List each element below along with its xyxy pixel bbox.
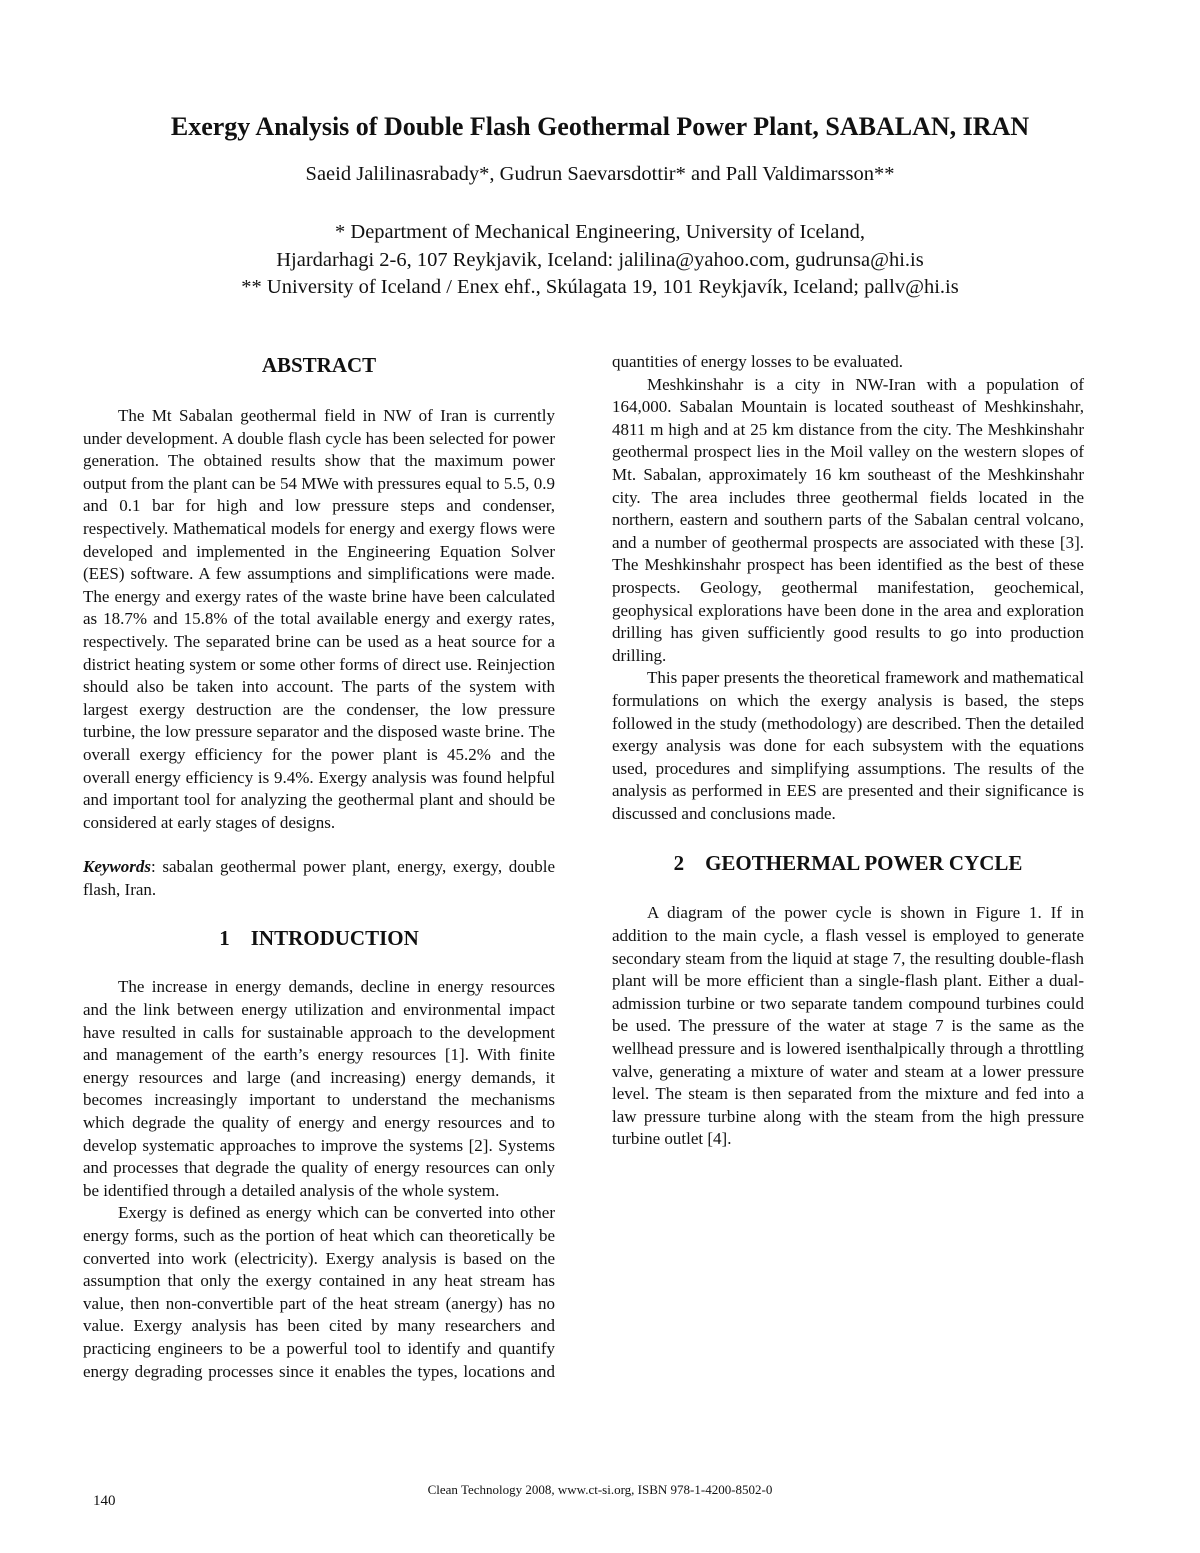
section-heading-introduction: 1 INTRODUCTION: [219, 926, 419, 951]
paper-title: Exergy Analysis of Double Flash Geothermal Power Plant, SABALAN, IRAN: [170, 112, 1030, 141]
intro-paragraph-2-continued: quantities of energy losses to be evaluated.: [612, 352, 903, 371]
left-column: [83, 352, 555, 1383]
abstract-heading: ABSTRACT: [261, 353, 377, 377]
keywords-label: Keywords: [83, 857, 151, 877]
keywords: [83, 856, 555, 901]
intro-paragraph-2: Exergy is defined as energy which can be converted into other energy forms, such as the portion of heat which can theoretically be converted into work (electricity). Exergy analysis is based on the assumption that only the exergy contained in any heat stream has value, then non-convertible part of the heat stream (anergy) has no value. Exergy analysis has been cited by many researchers and practicing engineers to be a powerful tool to identify and quantify energy degrading processes since it enables the types, locations and: [83, 1203, 555, 1381]
intro-paragraph-1: The increase in energy demands, decline in energy resources and the link between energy utilization and environmental impact have resulted in calls for sustainable approach to the development and management of the earth’s energy resources [1]. With finite energy resources and large (and increasing) energy demands, it becomes increasingly important to understand the mechanisms which degrade the quality of energy and energy resources and to develop systematic approaches to improve the systems [2]. Systems and processes that degrade the quality of energy resources can only be identified through a detailed analysis of the whole system.: [83, 977, 555, 1200]
affiliation-line: Hjardarhagi 2-6, 107 Reykjavik, Iceland: jalilina@yahoo.com, gudrunsa@hi.is: [276, 248, 924, 271]
page-footer: Clean Technology 2008, www.ct-si.org, ISBN 978-1-4200-8502-0: [427, 1482, 773, 1497]
intro-paragraph-4: This paper presents the theoretical framework and mathematical formulations on which the exergy analysis is based, the steps followed in the study (methodology) are described. Then the detailed exergy analysis was done for each subsystem with the equations used, procedures and simplifying assumptions. The results of the analysis as performed in EES are presented and their significance is discussed and conclusions made.: [612, 668, 1084, 823]
affiliation-line: ** University of Iceland / Enex ehf., Skúlagata 19, 101 Reykjavík, Iceland; pallv@hi.is: [241, 276, 959, 298]
abstract-text: The Mt Sabalan geothermal field in NW of Iran is currently under development. A double flash cycle has been selected for power generation. The obtained results show that the maximum power output from the plant can be 54 MWe with pressures equal to 5.5, 0.9 and 0.1 bar for high and low pressure steps and condenser, respectively. Mathematical models for energy and exergy flows were developed and implemented in the Engineering Equation Solver (EES) software. A few assumptions and simplifications were made. The energy and exergy rates of the waste brine have been calculated as 18.7% and 15.8% of the total available energy and exergy rates, respectively. The separated brine can be used as a heat source for a district heating system or some other forms of direct use. Reinjection should also be taken into account. The parts of the system with largest exergy destruction are the condenser, the low pressure turbine, the low pressure separator and the disposed waste brine. The overall exergy efficiency for the power plant is 45.2% and the overall energy efficiency is 9.4%. Exergy analysis was found helpful and important tool for analyzing the geothermal plant and should be considered at early stages of designs.: [83, 406, 555, 832]
affiliation-line: * Department of Mechanical Engineering, University of Iceland,: [335, 221, 865, 243]
page-number: 140: [93, 1493, 116, 1509]
keywords-text: : sabalan geothermal power plant, energy, exergy, double flash, Iran.: [83, 857, 555, 899]
intro-paragraph-3: Meshkinshahr is a city in NW-Iran with a population of 164,000. Sabalan Mountain is located southeast of Meshkinshahr, 4811 m high and at 25 km distance from the city. The Meshkinshahr geothermal prospect lies in the Moil valley on the western slopes of Mt. Sabalan, approximately 16 km southeast of the Meshkinshahr city. The area includes three geothermal fields located in the northern, eastern and southern parts of the Sabalan central volcano, and a number of geothermal prospects are associated with these [3]. The Meshkinshahr prospect has been identified as the best of these prospects. Geology, geothermal manifestation, geochemical, geophysical explorations have been done in the area and exploration drilling has given sufficiently good results to go into production drilling.: [612, 374, 1084, 665]
cycle-paragraph-1: A diagram of the power cycle is shown in Figure 1. If in addition to the main cycle, a flash vessel is employed to generate secondary steam from the liquid at stage 7, the resulting double-flash plant will be more efficient than a single-flash plant. Either a dual-admission turbine or two separate tandem compound turbines could be used. The pressure of the water at stage 7 is the same as the wellhead pressure and is lowered isenthalpically through a throttling valve, generating a mixture of water and steam at a lower pressure level. The steam is then separated from the mixture and fed into a law pressure turbine along with the steam from the high pressure turbine outlet [4].: [612, 903, 1084, 1149]
section-heading-geothermal-power-cycle: 2 GEOTHERMAL POWER CYCLE: [673, 851, 1023, 876]
right-column: [612, 351, 1084, 1151]
author-list: Saeid Jalilinasrabady*, Gudrun Saevarsdottir* and Pall Valdimarsson**: [305, 163, 895, 185]
affiliations: [0, 219, 1200, 302]
